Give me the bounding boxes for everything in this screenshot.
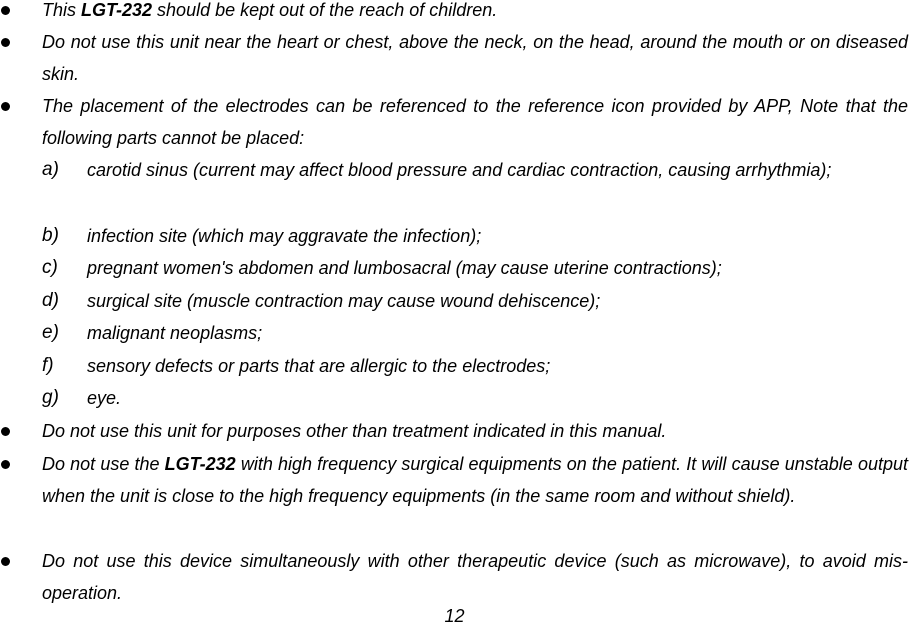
bullet-dot-icon: [1, 427, 10, 436]
warning-text: Do not use this device simultaneously with other therapeutic device (such as microwave), to avoid mis-operation.: [42, 551, 908, 603]
bullet-dot-icon: [1, 557, 10, 566]
sub-item-marker: d): [42, 290, 59, 311]
sub-item-text: pregnant women's abdomen and lumbosacral (may cause uterine contractions);: [87, 258, 722, 278]
warning-text: This LGT-232 should be kept out of the reach of children.: [42, 0, 498, 20]
sub-item-marker: a): [42, 159, 59, 180]
sub-item-text: carotid sinus (current may affect blood pressure and cardiac contraction, causing arrhythmia);: [87, 160, 832, 180]
sub-item-text: eye.: [87, 388, 122, 408]
bullet-dot-icon: [1, 38, 10, 47]
sub-item-text: malignant neoplasms;: [87, 323, 263, 343]
warning-text: Do not use this unit near the heart or chest, above the neck, on the head, around the mouth or on diseased skin.: [42, 32, 908, 84]
model-name: LGT-232: [164, 454, 236, 474]
sub-item-marker: e): [42, 322, 59, 343]
bullet-dot-icon: [1, 460, 10, 469]
sub-item-text: infection site (which may aggravate the infection);: [87, 226, 482, 246]
sub-item-marker: c): [42, 257, 58, 278]
bullet-dot-icon: [1, 6, 10, 15]
warning-text: Do not use the LGT-232 with high frequency surgical equipments on the patient. It will cause unstable output when the unit is close to the high frequency equipments (in the same room and without shield).: [42, 454, 908, 506]
sub-item-marker: f): [42, 355, 54, 376]
bullet-dot-icon: [1, 102, 10, 111]
sub-item-marker: g): [42, 387, 59, 408]
warning-text: The placement of the electrodes can be referenced to the reference icon provided by APP, Note that the following parts cannot be placed:: [42, 96, 908, 148]
warning-text: Do not use this unit for purposes other than treatment indicated in this manual.: [42, 421, 667, 441]
model-name: LGT-232: [81, 0, 153, 20]
page-number: 12: [444, 606, 465, 626]
sub-item-text: sensory defects or parts that are allergic to the electrodes;: [87, 356, 551, 376]
sub-item-text: surgical site (muscle contraction may cause wound dehiscence);: [87, 291, 601, 311]
sub-item-marker: b): [42, 225, 59, 246]
